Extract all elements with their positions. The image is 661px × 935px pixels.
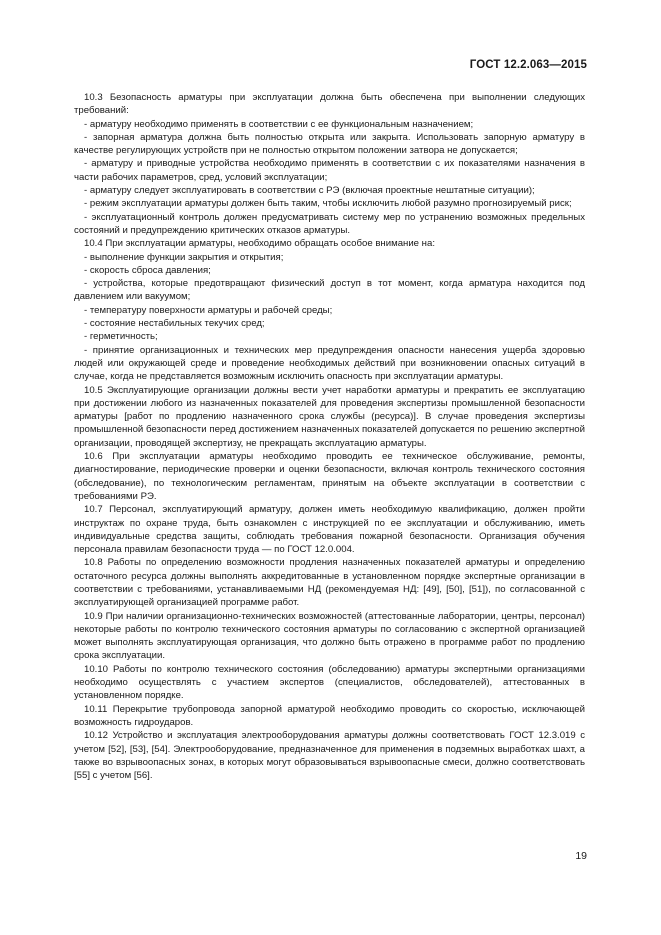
- list-item: - скорость сброса давления;: [84, 264, 211, 276]
- list-item: - устройства, которые предотвращают физический доступ в тот момент, когда арматура находится под давлением или вакуумом;: [74, 278, 585, 303]
- paragraph-10-5: 10.5 Эксплуатирующие организации должны вести учет наработки арматуры и прекратить ее эксплуатацию при достижении любого из назначенных показателей для проведения экспертизы промышленной безопасности арматуры [работ по продлению назначенного срока службы (ресурса)]. В случае проведения экспертизы промышленной безопасности перед достижением назначенных показателей допускается по решению экспертной организации, проводящей экспертизу, не прекращать эксплуатацию арматуры.: [74, 384, 585, 449]
- document-body: [74, 91, 585, 782]
- paragraph-10-10: 10.10 Работы по контролю технического состояния (обследованию) арматуры экспертными организациями необходимо осуществлять с участием экспертов (специалистов, обследователей), аттестованных в установленном порядке.: [74, 663, 585, 702]
- paragraph-10-8: 10.8 Работы по определению возможности продления назначенных показателей арматуры и определению остаточного ресурса должны выполнять аккредитованные в установленном порядке экспертные организации в соответствии с требованиями, устанавливаемыми НД (рекомендуемая НД: [49], [50], [51]), по согласованной с эксплуатирующей организацией программе работ.: [74, 557, 585, 609]
- paragraph-10-3: 10.3 Безопасность арматуры при эксплуатации должна быть обеспечена при выполнении следующих требований:: [74, 92, 585, 117]
- paragraph-10-4: 10.4 При эксплуатации арматуры, необходимо обращать особое внимание на:: [84, 238, 435, 250]
- list-item: - температуру поверхности арматуры и рабочей среды;: [84, 304, 333, 316]
- paragraph-10-11: 10.11 Перекрытие трубопровода запорной арматурой необходимо проводить со скоростью, исключающей возможность гидроударов.: [74, 703, 585, 728]
- list-item: - эксплуатационный контроль должен предусматривать систему мер по устранению возможных предельных состояний и предупреждению критических отказов арматуры.: [74, 211, 585, 236]
- paragraph-10-12: 10.12 Устройство и эксплуатация электрооборудования арматуры должны соответствовать ГОСТ 12.3.019 с учетом [52], [53], [54]. Электрооборудование, предназначенное для применения в подземных выработках шахт, а также во взрывоопасных зонах, в которых могут образовываться взрывоопасные смеси, должно соответствовать [55] с учетом [56].: [74, 730, 585, 782]
- list-item: - принятие организационных и технических мер предупреждения опасности нанесения ущерба здоровью людей или окружающей среде и проведение необходимых действий при возникновении опасных ситуаций в случае, когда не представляется возможным исключить опасность при эксплуатации арматуры.: [74, 344, 585, 383]
- list-item: - запорная арматура должна быть полностью открыта или закрыта. Использовать запорную арматуру в качестве регулирующих устройств при не полностью открытом положении затвора не допускается;: [74, 131, 585, 157]
- paragraph-10-9: 10.9 При наличии организационно-технических возможностей (аттестованные лаборатории, центры, персонал) некоторые работы по контролю технического состояния арматуры по согласованию с экспертной организацией может выполнять эксплуатирующая организация, что должно быть отражено в программе работ по продлению срока эксплуатации.: [74, 610, 585, 662]
- list-item: - выполнение функции закрытия и открытия;: [84, 251, 284, 263]
- list-item: - арматуру следует эксплуатировать в соответствии с РЭ (включая проектные нештатные ситуации);: [84, 185, 535, 197]
- page-number: 19: [575, 850, 587, 862]
- list-item: - герметичность;: [84, 331, 158, 343]
- list-item: - состояние нестабильных текучих сред;: [84, 318, 265, 330]
- list-item: - арматуру необходимо применять в соответствии с ее функциональным назначением;: [84, 118, 474, 130]
- paragraph-10-6: 10.6 При эксплуатации арматуры необходимо проводить ее техническое обслуживание, ремонты, диагностирование, периодические проверки и оценки безопасности, включая контроль технического состояния (обследование), по технологическим регламентам, принятым на объекте эксплуатации в соответствии с требованиями РЭ.: [74, 451, 585, 502]
- list-item: - режим эксплуатации арматуры должен быть таким, чтобы исключить любой разумно прогнозируемый риск;: [84, 198, 572, 210]
- paragraph-10-7: 10.7 Персонал, эксплуатирующий арматуру, должен иметь необходимую квалификацию, должен пройти инструктаж по охране труда, быть ознакомлен с инструкцией по ее эксплуатации и обслуживанию, иметь индивидуальные средства защиты, соблюдать требования пожарной безопасности. Организация обучения персонала правилам безопасности труда — по ГОСТ 12.0.004.: [74, 504, 585, 556]
- standard-header: ГОСТ 12.2.063—2015: [469, 59, 587, 71]
- list-item: - арматуру и приводные устройства необходимо применять в соответствии с их показателями назначения в части рабочих параметров, сред, условий эксплуатации;: [74, 158, 585, 183]
